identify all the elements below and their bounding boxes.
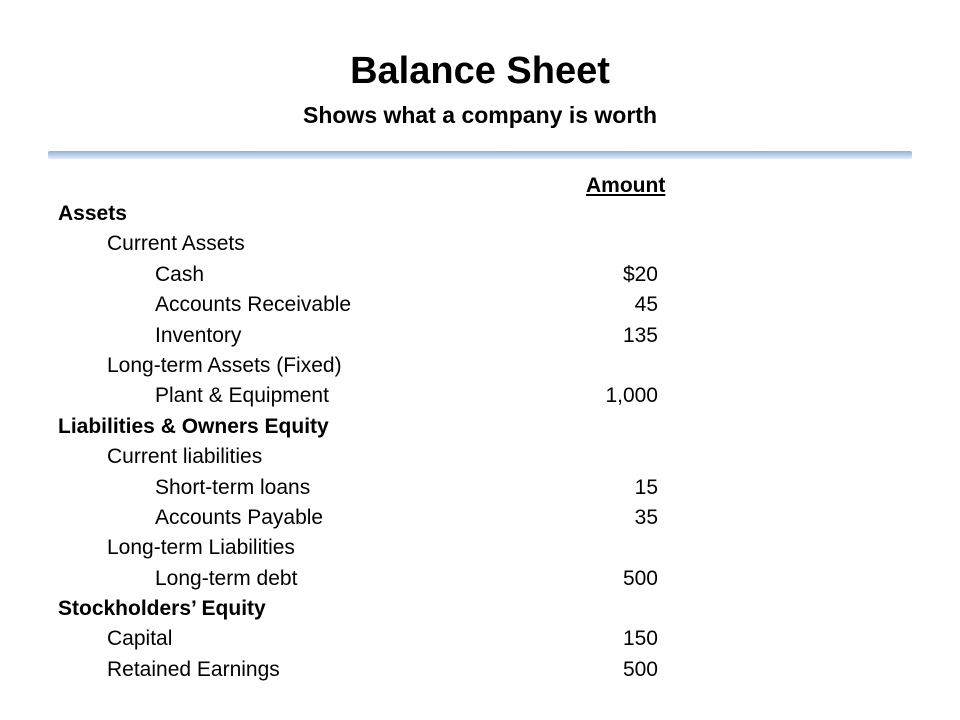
row-label: Long-term Assets (Fixed) — [107, 353, 342, 377]
row-amount: 500 — [622, 566, 658, 590]
page-title: Balance Sheet — [350, 50, 610, 92]
row-amount: 150 — [622, 627, 658, 651]
line-item-row — [0, 564, 960, 594]
row-label: Accounts Payable — [155, 505, 324, 529]
line-item-row — [0, 321, 960, 351]
row-label: Capital — [107, 627, 173, 651]
row-label: Inventory — [155, 323, 242, 347]
row-label: Short-term loans — [155, 475, 311, 499]
group-row — [0, 655, 960, 685]
group-row — [0, 624, 960, 654]
row-label: Accounts Receivable — [155, 293, 352, 317]
row-label: Stockholders’ Equity — [58, 597, 266, 621]
row-amount: 500 — [622, 657, 658, 681]
page-subtitle: Shows what a company is worth — [302, 102, 657, 128]
section-row — [0, 594, 960, 624]
line-item-row — [0, 290, 960, 320]
row-label: Assets — [58, 202, 127, 225]
group-row — [0, 533, 960, 563]
section-row — [0, 199, 960, 229]
row-label: Liabilities & Owners Equity — [58, 414, 329, 438]
balance-sheet-table — [0, 199, 960, 685]
row-amount: 135 — [622, 323, 658, 347]
title-divider — [48, 151, 912, 159]
group-row — [0, 442, 960, 472]
line-item-row — [0, 381, 960, 411]
row-label: Cash — [155, 262, 205, 286]
row-amount: 45 — [634, 293, 658, 317]
row-amount: 15 — [634, 475, 658, 499]
amount-column-header: Amount — [586, 174, 666, 197]
row-label: Retained Earnings — [107, 657, 280, 681]
row-amount: $20 — [622, 262, 658, 286]
row-amount: 1,000 — [605, 384, 658, 408]
row-amount: 35 — [634, 505, 658, 529]
line-item-row — [0, 260, 960, 290]
row-label: Current liabilities — [107, 445, 263, 469]
section-row — [0, 412, 960, 442]
group-row — [0, 351, 960, 381]
row-label: Plant & Equipment — [155, 384, 329, 408]
row-label: Current Assets — [107, 232, 245, 256]
line-item-row — [0, 473, 960, 503]
line-item-row — [0, 503, 960, 533]
row-label: Long-term debt — [155, 566, 298, 590]
row-label: Long-term Liabilities — [107, 536, 295, 560]
group-row — [0, 229, 960, 259]
